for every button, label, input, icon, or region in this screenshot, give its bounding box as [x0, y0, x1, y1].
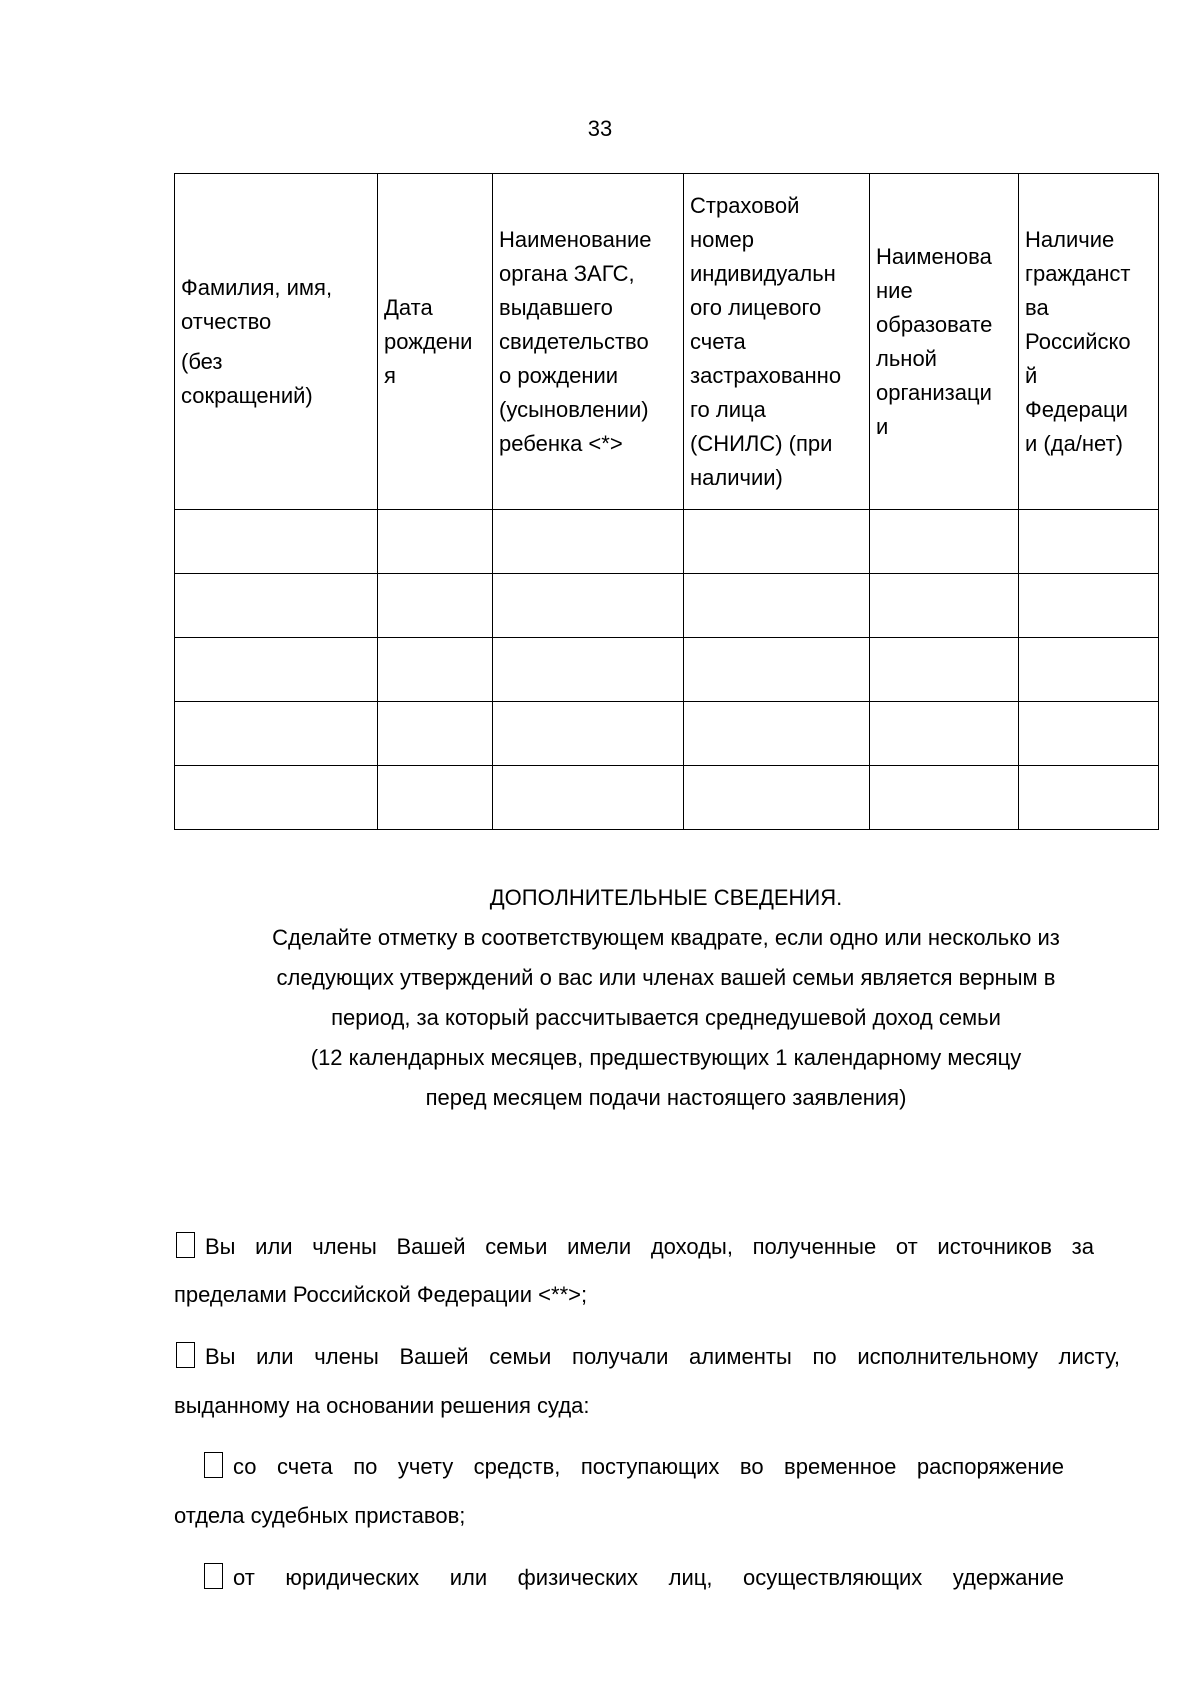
additional-info-text: Сделайте отметку в соответствующем квадрате, если одно или несколько из — [272, 925, 1060, 950]
table-cell[interactable] — [493, 702, 684, 766]
table-cell[interactable] — [684, 638, 870, 702]
additional-info-text: следующих утверждений о вас или членах вашей семьи является верным в — [276, 965, 1056, 990]
table-row — [175, 638, 1159, 702]
table-cell[interactable] — [378, 638, 493, 702]
table-cell[interactable] — [870, 638, 1019, 702]
additional-info-text: (12 календарных месяцев, предшествующих 1 календарному месяцу — [310, 1045, 1022, 1070]
page-number: 33 — [587, 116, 613, 141]
table-cell[interactable] — [175, 574, 378, 638]
option-text: Вы или члены Вашей семьи получали алименты по исполнительному листу, — [205, 1344, 1120, 1369]
table-cell[interactable] — [684, 510, 870, 574]
table-cell[interactable] — [378, 702, 493, 766]
table-cell[interactable] — [684, 574, 870, 638]
header-education-org: Наименова ние образовате льной организаци и — [870, 174, 1019, 510]
table-cell[interactable] — [175, 638, 378, 702]
header-birth-date: Дата рождени я — [378, 174, 493, 510]
option-foreign-income — [176, 1232, 1094, 1262]
table-cell[interactable] — [1019, 510, 1159, 574]
table-cell[interactable] — [175, 702, 378, 766]
table-cell[interactable] — [1019, 574, 1159, 638]
option-bailiff-account-cont: отдела судебных приставов; — [174, 1503, 466, 1528]
table-row — [175, 702, 1159, 766]
table-cell[interactable] — [1019, 702, 1159, 766]
checkbox-bailiff-account[interactable] — [204, 1452, 223, 1478]
table-row — [175, 766, 1159, 830]
table-cell[interactable] — [378, 766, 493, 830]
option-text: со счета по учету средств, поступающих во временное распоряжение — [233, 1454, 1064, 1479]
table-cell[interactable] — [175, 510, 378, 574]
additional-info-text: период, за который рассчитывается среднедушевой доход семьи — [331, 1005, 1001, 1030]
option-alimony-cont: выданному на основании решения суда: — [174, 1393, 590, 1418]
table-cell[interactable] — [1019, 638, 1159, 702]
table-cell[interactable] — [493, 638, 684, 702]
option-legal-persons — [204, 1563, 1064, 1593]
table-cell[interactable] — [175, 766, 378, 830]
table-cell[interactable] — [378, 510, 493, 574]
table-cell[interactable] — [870, 574, 1019, 638]
table-cell[interactable] — [493, 574, 684, 638]
table-cell[interactable] — [493, 510, 684, 574]
table-cell[interactable] — [378, 574, 493, 638]
header-citizenship: Наличие гражданст ва Российско й Федераци и (да/нет) — [1019, 174, 1159, 510]
additional-info-title: ДОПОЛНИТЕЛЬНЫЕ СВЕДЕНИЯ. — [489, 885, 843, 910]
option-bailiff-account — [204, 1452, 1064, 1482]
checkbox-legal-persons[interactable] — [204, 1563, 223, 1589]
table-cell[interactable] — [493, 766, 684, 830]
option-alimony — [176, 1342, 1120, 1372]
additional-info-text: перед месяцем подачи настоящего заявления) — [425, 1085, 907, 1110]
header-registry-office: Наименование органа ЗАГС, выдавшего свидетельство о рождении (усыновлении) ребенка <*> — [493, 174, 684, 510]
table-cell[interactable] — [870, 702, 1019, 766]
header-snils: Страховой номер индивидуальн ого лицевого счета застрахованно го лица (СНИЛС) (при наличии) — [684, 174, 870, 510]
table-row — [175, 574, 1159, 638]
table-cell[interactable] — [684, 702, 870, 766]
table-header-row — [175, 174, 1159, 510]
table-row — [175, 510, 1159, 574]
option-foreign-income-cont: пределами Российской Федерации <**>; — [174, 1282, 588, 1307]
table-cell[interactable] — [870, 766, 1019, 830]
option-text: Вы или члены Вашей семьи имели доходы, полученные от источников за — [205, 1234, 1094, 1259]
additional-info-section — [174, 878, 1158, 1118]
table-cell[interactable] — [1019, 766, 1159, 830]
family-members-table — [174, 173, 1159, 830]
checkbox-foreign-income[interactable] — [176, 1232, 195, 1258]
header-full-name: Фамилия, имя, отчество (без сокращений) — [175, 174, 378, 510]
checkbox-alimony[interactable] — [176, 1342, 195, 1368]
table-cell[interactable] — [684, 766, 870, 830]
option-text: от юридических или физических лиц, осуществляющих удержание — [233, 1565, 1064, 1590]
table-cell[interactable] — [870, 510, 1019, 574]
